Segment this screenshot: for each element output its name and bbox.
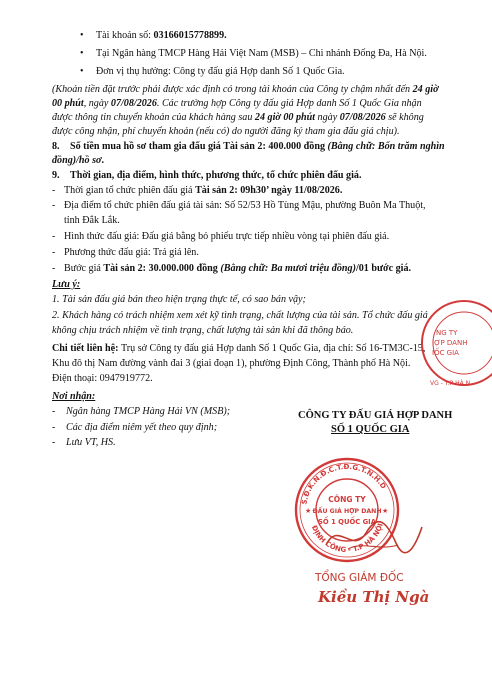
note-deadline-time: 24 giờ 00 phút bbox=[254, 112, 316, 123]
section-9-number: 9. bbox=[52, 170, 60, 181]
svg-text:NG TY: NG TY bbox=[436, 329, 458, 337]
note-deadline-date: 07/08/2026 bbox=[110, 98, 157, 109]
svg-text:ĐỊNH CÔNG - T.P HÀ NỘI: ĐỊNH CÔNG - T.P HÀ NỘI bbox=[309, 522, 385, 555]
section-8-text: Số tiền mua hồ sơ tham gia đấu giá Tài sản 2: 400.000 đồng bbox=[70, 141, 328, 152]
note-text: ngày bbox=[315, 112, 340, 123]
bullet-dot: • bbox=[80, 48, 84, 59]
contact-address: Trụ sở Công ty đấu giá Hợp danh Số 1 Quốc Gia, địa chỉ: Số 16-TM3C-15, bbox=[120, 343, 426, 354]
dash-bullet: - bbox=[52, 422, 56, 433]
company-name-line-2: SỐ 1 QUỐC GIA bbox=[331, 424, 410, 435]
note-text: . Các trường hợp Công ty đấu giá Hợp danh Số 1 Quốc Gia nhận bbox=[156, 98, 422, 109]
contact-phone: Điện thoại: 0947919772. bbox=[52, 373, 153, 384]
section-8-amount-words: (Bằng chữ: Bốn trăm nghìn bbox=[327, 141, 445, 152]
svg-text:★: ★ bbox=[305, 507, 312, 515]
auction-place-line-2: tỉnh Đắk Lắk. bbox=[64, 215, 120, 226]
svg-text:S.Đ.K.N.Đ.C.T.Đ.G.T.N.H.D: S.Đ.K.N.Đ.C.T.Đ.G.T.N.H.D bbox=[300, 462, 388, 506]
dash-bullet: - bbox=[52, 200, 56, 211]
section-8-line-1 bbox=[70, 141, 445, 153]
price-step-label: Bước giá bbox=[64, 263, 104, 274]
dash-bullet: - bbox=[52, 263, 56, 274]
price-step-line bbox=[64, 263, 411, 275]
note-text: sẽ không bbox=[385, 112, 424, 123]
signer-position: TỔNG GIÁM ĐỐC bbox=[315, 572, 404, 584]
svg-text:★: ★ bbox=[382, 507, 389, 515]
dash-bullet: - bbox=[52, 185, 56, 196]
section-9-title: Thời gian, địa điểm, hình thức, phương thức, tổ chức phiên đấu giá. bbox=[70, 170, 362, 181]
recipients-heading: Nơi nhận: bbox=[52, 391, 96, 402]
recipient-item: Các địa điểm niêm yết theo quy định; bbox=[66, 422, 218, 433]
account-number: 03166015778899. bbox=[153, 30, 227, 41]
note-item-2-line-1: 2. Khách hàng có trách nhiệm xem xét kỹ tình trạng, chất lượng của tài sản. Tổ chức đấu giá bbox=[52, 310, 428, 321]
contact-line-2: Khu đô thị Nam đường vành đai 3 (giai đoạn 1), phường Định Công, Thành phố Hà Nội. bbox=[52, 358, 411, 369]
deposit-note-line-3 bbox=[52, 112, 424, 124]
note-text: được thông tin chuyển khoản của khách hàng sau bbox=[52, 112, 255, 123]
note-text: (Khoản tiền đặt trước phải được xác định có trong tài khoản của Công ty chậm nhất đến bbox=[52, 84, 413, 95]
svg-text:IỢP DANH: IỢP DANH bbox=[432, 339, 468, 347]
company-name-line-1: CÔNG TY ĐẤU GIÁ HỢP DANH bbox=[298, 410, 453, 421]
price-step-value: Tài sản 2: 30.000.000 đồng bbox=[103, 263, 221, 274]
auction-time-label: Thời gian tổ chức phiên đấu giá bbox=[64, 185, 196, 196]
note-text: , ngày bbox=[83, 98, 111, 109]
note-deadline-minute: 00 phút bbox=[52, 98, 84, 109]
auction-place-line-1: Địa điểm tổ chức phiên đấu giá tài sản: Số 52/53 Hồ Tùng Mậu, phường Buôn Ma Thuột, bbox=[64, 200, 426, 211]
dash-bullet: - bbox=[52, 437, 56, 448]
price-step-words: (Bằng chữ: Ba mươi triệu đồng) bbox=[220, 263, 356, 274]
note-deadline-hour: 24 giờ bbox=[412, 84, 439, 95]
dash-bullet: - bbox=[52, 231, 56, 242]
auction-time-line bbox=[64, 185, 342, 197]
deposit-note-line-2 bbox=[52, 98, 422, 110]
bank-line: Tại Ngân hàng TMCP Hàng Hải Việt Nam (MSB) – Chi nhánh Đống Đa, Hà Nội. bbox=[96, 48, 427, 59]
contact-label: Chi tiết liên hệ: bbox=[52, 343, 121, 354]
dash-bullet: - bbox=[52, 406, 56, 417]
margin-stamp-icon bbox=[418, 297, 492, 389]
note-item-1: 1. Tài sản đấu giá bán theo hiện trạng thực tế, có sao bán vậy; bbox=[52, 294, 306, 305]
recipient-item: Ngân hàng TMCP Hàng Hải VN (MSB); bbox=[66, 406, 231, 417]
auction-method-line: Phương thức đấu giá: Trả giá lên. bbox=[64, 247, 199, 258]
beneficiary-line: Đơn vị thụ hưởng: Công ty đấu giá Hợp danh Số 1 Quốc Gia. bbox=[96, 66, 345, 77]
account-line bbox=[96, 30, 227, 42]
section-8-number: 8. bbox=[52, 141, 60, 152]
note-deadline-date: 07/08/2026 bbox=[339, 112, 386, 123]
svg-text:VG - T.P HÀ N: VG - T.P HÀ N bbox=[430, 380, 471, 387]
section-8-amount-words: đồng)/hồ sơ bbox=[52, 155, 102, 166]
price-step-suffix: /01 bước giá. bbox=[355, 263, 412, 274]
svg-text:CÔNG TY: CÔNG TY bbox=[328, 495, 366, 504]
signer-name: Kiều Thị Ngà bbox=[318, 588, 430, 606]
dash-bullet: - bbox=[52, 247, 56, 258]
svg-text:SỐ 1 QUỐC GIA: SỐ 1 QUỐC GIA bbox=[318, 518, 376, 526]
svg-text:IỐC GIA: IỐC GIA bbox=[432, 349, 459, 357]
bullet-dot: • bbox=[80, 66, 84, 77]
deposit-note-line-1 bbox=[52, 84, 439, 96]
account-label: Tài khoản số: bbox=[96, 30, 154, 41]
auction-form-line: Hình thức đấu giá: Đấu giá bằng bỏ phiếu trực tiếp nhiều vòng tại phiên đấu giá. bbox=[64, 231, 390, 242]
section-8-text: . bbox=[101, 155, 104, 166]
contact-line-1 bbox=[52, 343, 425, 355]
svg-text:ĐẤU GIÁ HỢP DANH: ĐẤU GIÁ HỢP DANH bbox=[312, 508, 382, 515]
bullet-dot: • bbox=[80, 30, 84, 41]
deposit-note-line-4: được công nhận, phí chuyển khoản (nếu có) do người đăng ký tham gia đấu giá chịu). bbox=[52, 126, 400, 137]
note-item-2-line-2: không chịu trách nhiệm về tình trạng, chất lượng tài sản khi đã thông báo. bbox=[52, 325, 354, 336]
signature-scribble-icon bbox=[318, 515, 428, 560]
section-8-line-2 bbox=[52, 155, 104, 167]
auction-time-value: Tài sản 2: 09h30’ ngày 11/08/2026. bbox=[195, 185, 343, 196]
recipient-item: Lưu VT, HS. bbox=[66, 437, 116, 448]
note-heading: Lưu ý: bbox=[52, 279, 81, 290]
